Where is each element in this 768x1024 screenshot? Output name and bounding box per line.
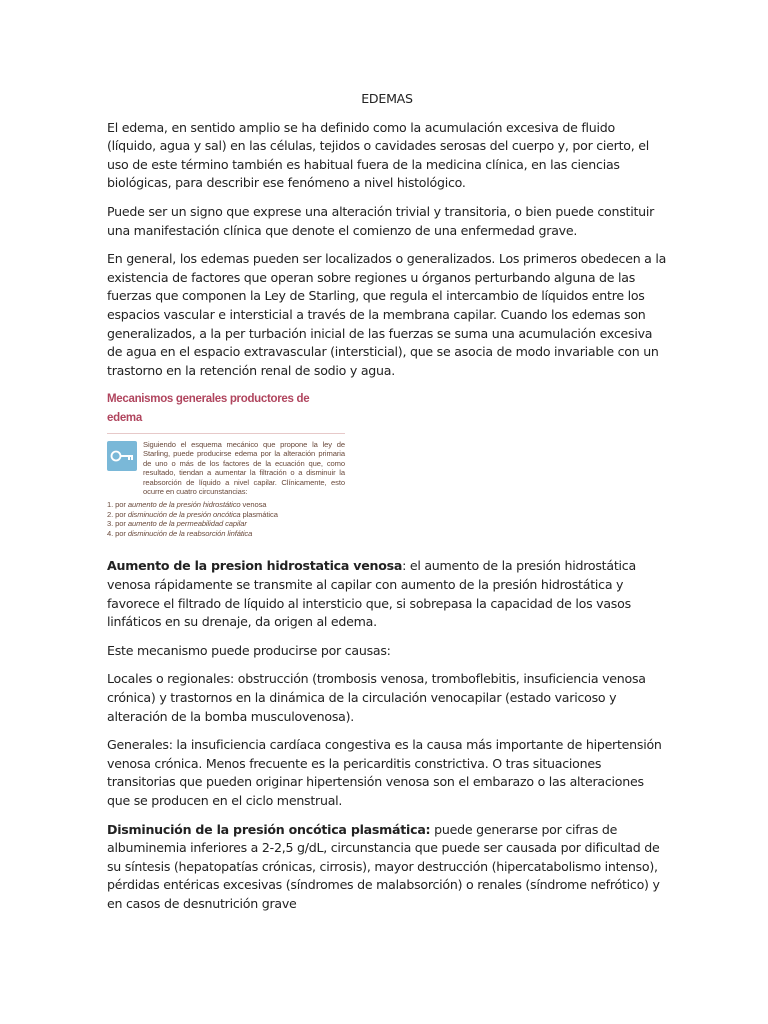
figure-list [107, 500, 345, 538]
paragraph-hydrostatic: Aumento de la presion hidrostatica venosa: el aumento de la presión hidrostática venosa rápidamente se transmite al capilar con aumento de la presión hidrostática y favorece el filtrado de líquido al intersticio que, si sobrepasa la capacidad de los vasos linfáticos en su drenaje, da origen al edema. [107, 558, 636, 630]
figure-body [107, 440, 345, 539]
paragraph-causes: Este mecanismo puede producirse por causas: [107, 642, 391, 658]
figure-list-item: 3. por aumento de la permeabilidad capilar [107, 519, 247, 529]
key-icon [107, 441, 137, 471]
figure-list-item: 2. por disminución de la presión oncótica plasmática [107, 509, 278, 519]
figure-list-item: 4. por disminución de la reabsorción linfática [107, 528, 253, 538]
mechanisms-figure [107, 390, 345, 538]
paragraph-sign: Puede ser un signo que exprese una alteración trivial y transitoria, o bien puede constituir una manifestación clínica que denote el comienzo de una enfermedad grave. [107, 203, 655, 238]
figure-title: Mecanismos generales productores de edema [107, 390, 345, 433]
paragraph-local-causes: Locales o regionales: obstrucción (trombosis venosa, tromboflebitis, insuficiencia venosa crónica) y trastornos en la dinámica de la circulación venocapilar (estado varicoso y alteración de la bomba musculovenosa). [107, 671, 646, 724]
document-body [107, 90, 667, 924]
paragraph-oncotic: Disminución de la presión oncótica plasmática: puede generarse por cifras de albuminemia inferiores a 2-2,5 g/dL, circunstancia que puede ser causada por dificultad de su síntesis (hepatopatías crónicas, cirrosis), mayor destrucción (hipercatabolismo intenso), pérdidas entéricas excesivas (síndromes de malabsorción) o renales (síndrome nefrótico) y en casos de desnutrición grave [107, 821, 660, 911]
paragraph-definition: El edema, en sentido amplio se ha definido como la acumulación excesiva de fluido (líquido, agua y sal) en las células, tejidos o cavidades serosas del cuerpo y, por cierto, el uso de este término también es habitual fuera de la medicina clínica, en las ciencias biológicas, para describir ese fenómeno a nivel histológico. [107, 119, 649, 191]
heading-hydrostatic: Aumento de la presion hidrostatica venosa [107, 558, 403, 574]
paragraph-localized-generalized: En general, los edemas pueden ser localizados o generalizados. Los primeros obedecen a la existencia de factores que operan sobre regiones u órganos perturbando alguna de las fuerzas que componen la Ley de Starling, que regula el intercambio de líquidos entre los espacios vascular e intersticial a través de la membrana capilar. Cuando los edemas son generalizados, a la per turbación inicial de las fuerzas se suma una acumulación excesiva de agua en el espacio extravascular (intersticial), que se asocia de modo invariable con un trastorno en la retención renal de sodio y agua. [107, 251, 667, 378]
heading-oncotic: Disminución de la presión oncótica plasmática: [107, 821, 431, 837]
figure-intro: Siguiendo el esquema mecánico que propone la ley de Starling, puede producirse edema por la alteración primaria de uno o más de los factores de la ecuación que, como resultado, tiendan a aumentar la filtración o a disminuir la reabsorción de líquido a nivel capilar. Clínicamente, esto ocurre en cuatro circunstancias: [143, 439, 345, 497]
page-title: EDEMAS [361, 91, 413, 106]
paragraph-general-causes: Generales: la insuficiencia cardíaca congestiva es la causa más importante de hipertensión venosa crónica. Menos frecuente es la pericarditis constrictiva. O tras situaciones transitorias que pueden originar hipertensión venosa son el embarazo o las alteraciones que se producen en el ciclo menstrual. [107, 737, 662, 808]
figure-list-item: 1. por aumento de la presión hidrostático venosa [107, 500, 267, 510]
